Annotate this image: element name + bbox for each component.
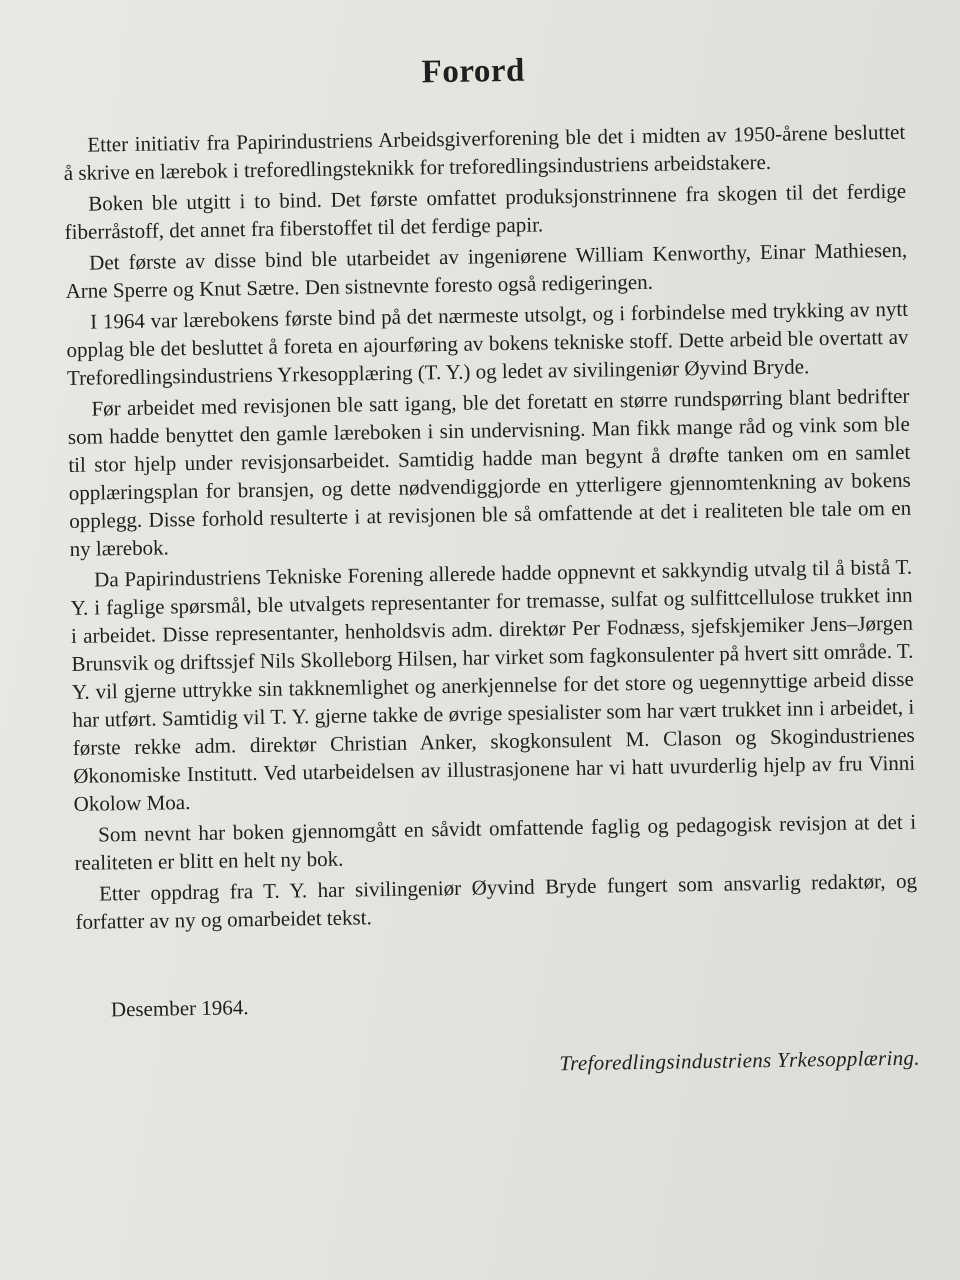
date-line: Desember 1964. bbox=[110, 995, 249, 1022]
paragraph-2: Boken ble utgitt i to bind. Det første omfattet produksjonstrinnene fra skogen til det ferdige fiberråstoff, det annet fra fiberstoffet til det ferdige papir. bbox=[64, 178, 907, 244]
page-content bbox=[62, 47, 920, 1084]
signature: Treforedlingsindustriens Yrkesopplæring. bbox=[559, 1045, 920, 1076]
paragraph-1: Etter initiativ fra Papirindustriens Arbeidsgiverforening ble det i midten av 1950-årene besluttet å skrive en lærebok i treforedlingsteknikk for treforedlingsindustriens arbeidstakere. bbox=[63, 119, 906, 185]
paragraph-3: Det første av disse bind ble utarbeidet av ingeniørene William Kenworthy, Einar Mathiesen, Arne Sperre og Knut Sætre. Den sistnevnte foresto også redigeringen. bbox=[65, 237, 908, 303]
paragraph-7: Som nevnt har boken gjennomgått en såvidt omfattende faglig og pedagogisk revisjon at det i realiteten er blitt en helt ny bok. bbox=[74, 809, 917, 875]
foreword-body bbox=[63, 118, 918, 936]
paragraph-4: I 1964 var lærebokens første bind på det nærmeste utsolgt, og i forbindelse med trykking av nytt opplag ble det besluttet å foreta en ajourføring av bokens tekniske stoff. Dette arbeid ble overtatt av Treforedlingsindustriens Yrkesopplæring (T. Y.) og ledet av sivilingeniør Øyvind Bryde. bbox=[66, 296, 909, 390]
paragraph-8: Etter oppdrag fra T. Y. har sivilingeniør Øyvind Bryde fungert som ansvarlig redaktør, og forfatter av ny og omarbeidet tekst. bbox=[75, 868, 918, 934]
paragraph-6: Da Papirindustriens Tekniske Forening allerede hadde oppnevnt et sakkyndig utvalg til å bistå T. Y. i faglige spørsmål, ble utvalgets representanter for tremasse, sulfat og sulfittcellulose trukket inn i arbeidet. Disse representanter, henholdsvis adm. direktør Per Fodnæss, sjefskjemiker Jens–Jørgen Brunsvik og driftssjef Nils Skolleborg Hilsen, har virket som fagkonsulenter på hvert sitt område. T. Y. vil gjerne uttrykke sin takknemlighet og anerkjennelse for det store og uegennyttige arbeid disse har utført. Samtidig vil T. Y. gjerne takke de øvrige spesialister som har vært trukket inn i arbeidet, i første rekke adm. direktør Christian Anker, skogkonsulent M. Clason og Skogindustrienes Økonomiske Institutt. Ved utarbeidelsen av illustrasjonene har vi hatt uvurderlig hjelp av fru Vinni Okolow Moa. bbox=[70, 554, 916, 816]
paragraph-5: Før arbeidet med revisjonen ble satt igang, ble det foretatt en større rundspørring blant bedrifter som hadde benyttet den gamle læreboken i sin undervisning. Man fikk mange råd og vink som ble til stor hjelp under revisjonsarbeidet. Samtidig hadde man begynt å drøfte tanken om en samlet opplæringsplan for bransjen, og dette nødvendiggjorde en ytterligere gjennomtenkning av bokens opplegg. Disse forhold resulterte i at revisjonen ble så omfattende at det i realiteten ble tale om en ny lærebok. bbox=[67, 383, 912, 561]
page-title: Forord bbox=[421, 52, 526, 91]
